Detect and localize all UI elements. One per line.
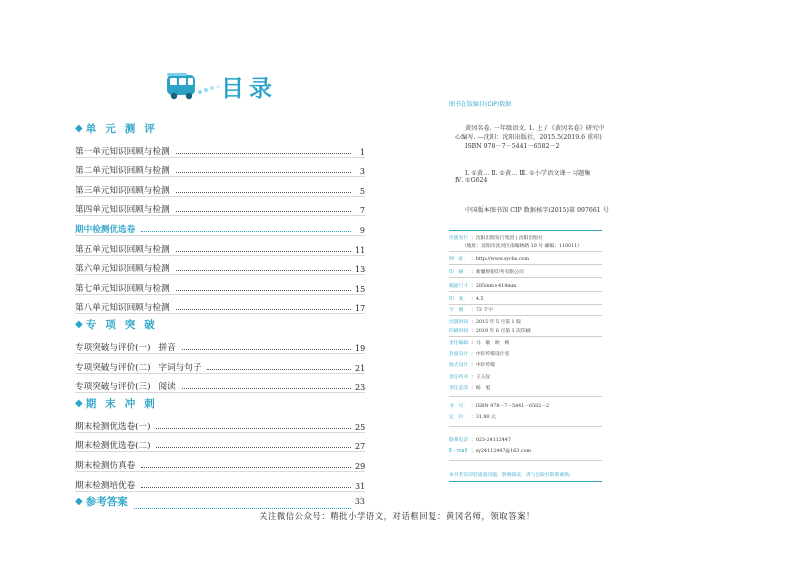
pub-value: 新疆鲁银印务有限公司 xyxy=(475,270,524,275)
pub-editor: 责任编辑 ：马 敏 欧 梅 xyxy=(449,341,510,346)
cip-line: 黄冈名卷. 一年级语文. 1. 上 / 《黄冈名卷》研究中 xyxy=(465,125,605,132)
cip-line: 中国版本图书馆 CIP 数据核字(2015)第 097661 号 xyxy=(465,207,609,214)
toc-entry-label: 专项突破与评价(三) xyxy=(75,382,151,393)
pub-value: 285mm×414mm xyxy=(475,284,517,289)
section-char: 专 xyxy=(85,318,97,331)
divider xyxy=(449,315,602,316)
pub-value: 2015 年 5 月第 1 版 xyxy=(475,320,521,325)
pub-email: E－mail ：sy24112447@163.com xyxy=(449,449,532,454)
pub-print-date: 印刷时间 ：2019 年 6 月第 3 次印刷 xyxy=(449,329,531,334)
pub-key: 网 址 xyxy=(449,257,464,262)
toc-entry-label: 第七单元知识回顾与检测 xyxy=(75,283,170,294)
toc-entry-page: 25 xyxy=(355,422,366,432)
pub-value: 72 千字 xyxy=(475,308,494,313)
pub-date: 出版时间 ：2015 年 5 月第 1 版 xyxy=(449,320,521,325)
leader-dots xyxy=(141,231,351,232)
toc-entry-label: 第二单元知识回顾与检测 xyxy=(75,166,170,177)
section-heading-special-topics xyxy=(75,314,365,334)
toc-entry-page: 27 xyxy=(355,442,366,452)
toc-entry[interactable] xyxy=(75,256,365,276)
section-heading-final-sprint xyxy=(75,393,365,413)
section-heading-unit-test xyxy=(75,118,365,138)
leader-dots xyxy=(176,192,351,193)
pub-key: 定 价 xyxy=(449,415,464,420)
toc-entry-page: 17 xyxy=(355,304,366,314)
pub-value: 沈阳出版发行集团 | 沈阳出版社 xyxy=(475,236,543,241)
pub-value: 马 敏 欧 梅 xyxy=(475,341,510,346)
pub-value: 中轩传媒 xyxy=(475,363,496,368)
diamond-icon: ◆ xyxy=(75,496,83,507)
pub-sheets: 印 张 ：4.5 xyxy=(449,297,484,302)
pub-value: 023-24112447 xyxy=(475,438,512,443)
diamond-icon: ◆ xyxy=(75,122,83,134)
toc-entry-answers[interactable] xyxy=(75,492,365,512)
pub-key: 责任编辑 xyxy=(449,341,469,346)
divider xyxy=(449,426,602,427)
pub-value: 4.5 xyxy=(475,297,484,302)
toc-entry[interactable] xyxy=(75,452,365,472)
toc-entry-page: 7 xyxy=(359,206,365,216)
leader-dots xyxy=(176,211,351,212)
toc-entry-subtitle: 拼音 xyxy=(158,342,176,353)
pub-words: 字 数 ：72 千字 xyxy=(449,308,494,313)
pub-publisher: 出版发行 ：沈阳出版发行集团 | 沈阳出版社 xyxy=(449,236,543,241)
section-char: 评 xyxy=(144,122,155,135)
toc-entry-page: 29 xyxy=(355,461,366,471)
leader-dots xyxy=(176,290,351,291)
bus-icon xyxy=(165,70,225,104)
toc-entry-label: 第六单元知识回顾与检测 xyxy=(75,264,170,275)
pub-key: 印刷时间 xyxy=(449,329,469,334)
pub-key: 责任校对 xyxy=(449,375,469,380)
toc-entry[interactable] xyxy=(75,197,365,217)
leader-dots xyxy=(207,369,351,370)
pub-key: 字 数 xyxy=(449,308,464,313)
toc-entry-page: 21 xyxy=(355,363,366,373)
toc-entry-page: 9 xyxy=(359,225,365,235)
leader-dots xyxy=(156,447,351,448)
leader-dots xyxy=(176,251,351,252)
toc-entry[interactable] xyxy=(75,413,365,433)
toc-entry[interactable] xyxy=(75,374,365,394)
pub-value: 杨 旭 xyxy=(475,386,491,391)
pub-value: 中轩传媒设计室 xyxy=(475,352,510,357)
section-char: 突 xyxy=(124,318,136,331)
leader-dots xyxy=(176,172,351,173)
pub-value: 2019 年 6 月第 3 次印刷 xyxy=(475,329,531,334)
divider xyxy=(449,264,602,265)
divider xyxy=(449,304,602,305)
toc-entry-label: 参考答案 xyxy=(85,496,128,508)
pub-key: 责任监印 xyxy=(449,386,469,391)
pub-proof: 责任校对 ：王玉仪 xyxy=(449,375,491,380)
section-char: 测 xyxy=(124,122,136,135)
pub-layout: 版式设计 ：中轩传媒 xyxy=(449,363,496,368)
leader-dots xyxy=(134,508,351,509)
toc-entry-page: 33 xyxy=(354,497,365,506)
leader-dots xyxy=(182,349,351,350)
diamond-icon: ◆ xyxy=(75,318,83,330)
pub-key: 出版发行 xyxy=(449,236,469,241)
section-char: 期 xyxy=(85,397,97,410)
toc-entry[interactable] xyxy=(75,275,365,295)
table-of-contents xyxy=(75,118,365,512)
toc-entry-label: 第八单元知识回顾与检测 xyxy=(75,303,170,314)
toc-entry-page: 5 xyxy=(359,186,365,196)
toc-entry-label: 第五单元知识回顾与检测 xyxy=(75,244,170,255)
toc-entry-page: 15 xyxy=(355,284,366,294)
toc-entry-page: 3 xyxy=(359,167,365,177)
toc-entry-midterm[interactable] xyxy=(75,216,365,236)
quality-notice: 本书若有印装质量问题，影响阅读，请与出版社联系调换。 xyxy=(449,473,574,478)
toc-entry-label: 期末检测培优卷 xyxy=(75,480,136,491)
pub-key: 封面设计 xyxy=(449,352,469,357)
toc-entry-page: 1 xyxy=(359,147,365,157)
leader-dots xyxy=(182,388,351,389)
toc-entry[interactable] xyxy=(75,177,365,197)
cip-line: Ⅳ. ①G624 xyxy=(455,177,488,184)
cip-heading: 图书在版编目(CIP)数据 xyxy=(449,101,512,108)
divider xyxy=(449,336,602,337)
leader-dots xyxy=(141,467,351,468)
pub-key: 印 张 xyxy=(449,297,464,302)
toc-entry-page: 11 xyxy=(355,245,366,255)
toc-entry-subtitle: 字词与句子 xyxy=(158,362,202,373)
toc-entry-label: 第三单元知识回顾与检测 xyxy=(75,185,170,196)
diamond-icon: ◆ xyxy=(75,397,83,409)
section-char: 单 xyxy=(85,122,97,135)
cip-line: 心编写. —沈阳：沈阳出版社，2015.5(2019.6 重印) xyxy=(455,134,602,141)
toc-entry-label: 期末检测优选卷(一) xyxy=(75,421,151,432)
leader-dots xyxy=(176,153,351,154)
pub-isbn: 书 号 ：ISBN 978－7－5441－6582－2 xyxy=(449,404,550,409)
leader-dots xyxy=(176,309,351,310)
toc-entry-label: 第四单元知识回顾与检测 xyxy=(75,205,170,216)
divider xyxy=(449,291,602,292)
toc-entry-label: 期末检测优选卷(二) xyxy=(75,441,151,452)
divider xyxy=(449,230,602,231)
cip-line: ISBN 978－7－5441－6582－2 xyxy=(465,143,560,150)
pub-value: 31.80 元 xyxy=(475,415,496,420)
toc-entry-page: 23 xyxy=(355,383,366,393)
pub-key: 出版时间 xyxy=(449,320,469,325)
divider xyxy=(449,481,602,482)
pub-size: 幅面尺寸 ：285mm×414mm xyxy=(449,284,517,289)
toc-entry-label: 期中检测优选卷 xyxy=(75,224,136,235)
toc-entry[interactable] xyxy=(75,295,365,315)
cip-line: Ⅰ. ①黄… Ⅱ. ①黄… Ⅲ. ①小学语文课－习题集 xyxy=(465,170,591,177)
pub-address: （地址：沈阳市沈河区南翰林路 10 号 邮编：110011） xyxy=(462,244,583,249)
pub-key: 版式设计 xyxy=(449,363,469,368)
toc-entry-label: 专项突破与评价(一) xyxy=(75,342,151,353)
pub-phone: 联系电话 ：023-24112447 xyxy=(449,438,512,443)
section-char: 冲 xyxy=(124,397,136,410)
pub-key: 联系电话 xyxy=(449,438,469,443)
pub-value: http://www.sycbs.com xyxy=(475,257,529,262)
pub-value: ISBN 978－7－5441－6582－2 xyxy=(475,404,550,409)
toc-entry-label: 第一单元知识回顾与检测 xyxy=(75,146,170,157)
section-char: 破 xyxy=(144,318,155,331)
pub-value: sy24112447@163.com xyxy=(475,449,532,454)
pub-cover: 封面设计 ：中轩传媒设计室 xyxy=(449,352,510,357)
divider xyxy=(449,460,602,461)
pub-key: E－mail xyxy=(449,449,468,454)
divider xyxy=(449,277,602,278)
toc-entry-page: 31 xyxy=(355,481,366,491)
pub-key: 印 刷 xyxy=(449,270,464,275)
toc-entry-label: 期末检测仿真卷 xyxy=(75,460,136,471)
toc-entry-subtitle: 阅读 xyxy=(158,382,176,393)
section-char: 元 xyxy=(105,122,116,135)
toc-entry[interactable] xyxy=(75,236,365,256)
toc-entry[interactable] xyxy=(75,158,365,178)
pub-supervise: 责任监印 ：杨 旭 xyxy=(449,386,491,391)
section-char: 末 xyxy=(105,397,116,410)
leader-dots xyxy=(156,428,351,429)
divider xyxy=(449,251,602,252)
toc-entry[interactable] xyxy=(75,472,365,492)
toc-entry-page: 13 xyxy=(355,265,366,275)
pub-printer: 印 刷 ：新疆鲁银印务有限公司 xyxy=(449,270,524,275)
toc-entry[interactable] xyxy=(75,354,365,374)
pub-value: 王玉仪 xyxy=(475,375,491,380)
toc-entry[interactable] xyxy=(75,334,365,354)
pub-site: 网 址 ：http://www.sycbs.com xyxy=(449,257,529,262)
section-char: 刺 xyxy=(144,397,155,410)
leader-dots xyxy=(176,270,351,271)
leader-dots xyxy=(141,487,351,488)
section-char: 项 xyxy=(105,318,116,331)
pub-key: 幅面尺寸 xyxy=(449,284,469,289)
toc-entry-page: 19 xyxy=(355,343,366,353)
toc-entry-label: 专项突破与评价(二) xyxy=(75,362,151,373)
pub-key: 书 号 xyxy=(449,404,464,409)
toc-entry[interactable] xyxy=(75,433,365,453)
page-title: 目录 xyxy=(221,76,277,102)
divider xyxy=(449,396,602,397)
toc-entry[interactable] xyxy=(75,138,365,158)
pub-price: 定 价 ：31.80 元 xyxy=(449,415,496,420)
footer-promo: 关注微信公众号：精批小学语文，对话框回复：黄冈名师，领取答案！ xyxy=(259,511,535,521)
